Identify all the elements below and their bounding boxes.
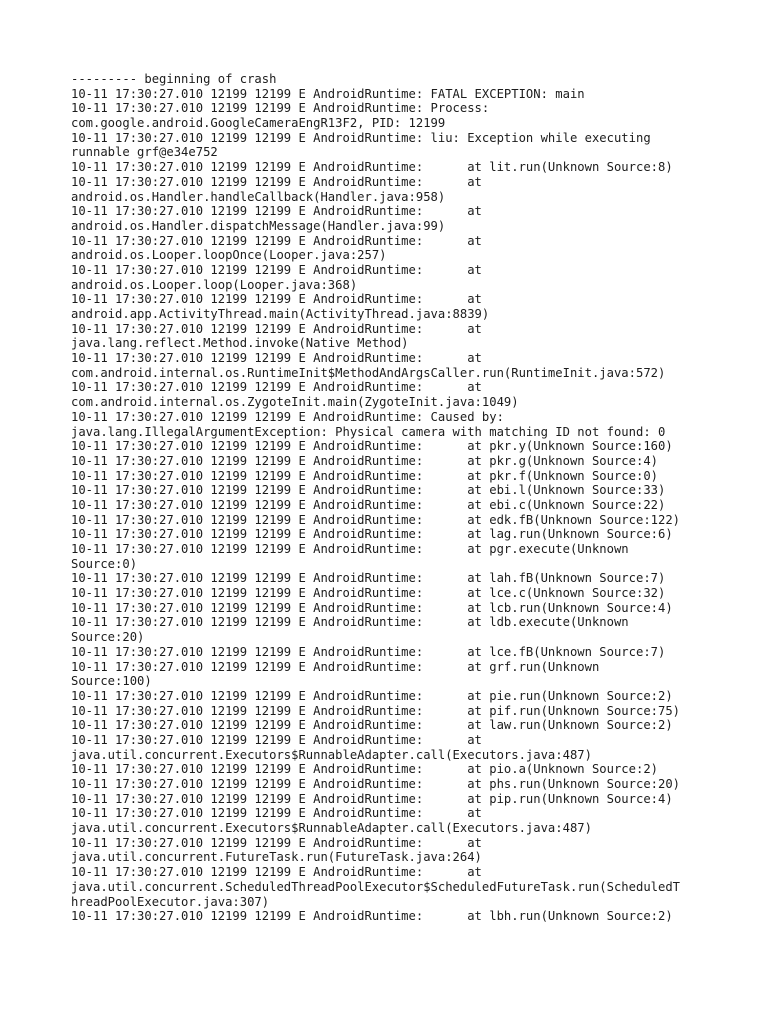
- log-line: android.os.Handler.handleCallback(Handler.java:958): [71, 189, 446, 204]
- log-line: runnable grf@e34e752: [71, 145, 218, 160]
- log-line: android.os.Looper.loop(Looper.java:368): [71, 277, 358, 292]
- log-line: 10-11 17:30:27.010 12199 12199 E AndroidRuntime: Process:: [71, 101, 490, 116]
- log-line: 10-11 17:30:27.010 12199 12199 E AndroidRuntime: at lce.fB(Unknown Source:7): [71, 644, 666, 659]
- log-line: 10-11 17:30:27.010 12199 12199 E AndroidRuntime: at law.run(Unknown Source:2): [71, 718, 673, 733]
- log-line: 10-11 17:30:27.010 12199 12199 E AndroidRuntime: at pkr.y(Unknown Source:160): [71, 439, 673, 454]
- log-line: 10-11 17:30:27.010 12199 12199 E AndroidRuntime: at: [71, 321, 482, 336]
- log-line: 10-11 17:30:27.010 12199 12199 E AndroidRuntime: at lbh.run(Unknown Source:2): [71, 909, 673, 924]
- log-line: 10-11 17:30:27.010 12199 12199 E AndroidRuntime: at lit.run(Unknown Source:8): [71, 160, 673, 175]
- log-line: 10-11 17:30:27.010 12199 12199 E AndroidRuntime: at phs.run(Unknown Source:20): [71, 777, 681, 791]
- log-line: 10-11 17:30:27.010 12199 12199 E AndroidRuntime: at lce.c(Unknown Source:32): [71, 586, 666, 601]
- log-line: 10-11 17:30:27.010 12199 12199 E AndroidRuntime: at pgr.execute(Unknown: [71, 542, 629, 556]
- log-line: 10-11 17:30:27.010 12199 12199 E AndroidRuntime: at ebi.l(Unknown Source:33): [71, 483, 666, 498]
- log-line: 10-11 17:30:27.010 12199 12199 E AndroidRuntime: at: [71, 380, 482, 395]
- log-line: Source:0): [71, 556, 138, 571]
- log-line: 10-11 17:30:27.010 12199 12199 E AndroidRuntime: at: [71, 732, 482, 747]
- log-line: android.app.ActivityThread.main(ActivityThread.java:8839): [71, 307, 490, 321]
- log-line: java.util.concurrent.Executors$RunnableAdapter.call(Executors.java:487): [71, 747, 592, 762]
- log-line: java.lang.reflect.Method.invoke(Native Method): [71, 336, 409, 351]
- log-line: 10-11 17:30:27.010 12199 12199 E AndroidRuntime: at pie.run(Unknown Source:2): [71, 688, 673, 703]
- log-line: 10-11 17:30:27.010 12199 12199 E AndroidRuntime: at pkr.g(Unknown Source:4): [71, 453, 658, 468]
- log-line: com.android.internal.os.ZygoteInit.main(ZygoteInit.java:1049): [71, 395, 519, 410]
- log-line: com.android.internal.os.RuntimeInit$MethodAndArgsCaller.run(RuntimeInit.java:572): [71, 365, 666, 380]
- log-line: 10-11 17:30:27.010 12199 12199 E AndroidRuntime: at edk.fB(Unknown Source:122): [71, 512, 681, 527]
- log-line: java.lang.IllegalArgumentException: Physical camera with matching ID not found: 0: [71, 424, 666, 439]
- log-line: 10-11 17:30:27.010 12199 12199 E AndroidRuntime: at: [71, 865, 482, 880]
- log-line: 10-11 17:30:27.010 12199 12199 E AndroidRuntime: at: [71, 262, 482, 277]
- log-line: 10-11 17:30:27.010 12199 12199 E AndroidRuntime: at: [71, 806, 482, 821]
- log-line: 10-11 17:30:27.010 12199 12199 E AndroidRuntime: at: [71, 835, 482, 850]
- log-line: 10-11 17:30:27.010 12199 12199 E AndroidRuntime: at lcb.run(Unknown Source:4): [71, 600, 673, 615]
- crash-log-document: [71, 72, 761, 924]
- log-line: java.util.concurrent.ScheduledThreadPoolExecutor$ScheduledFutureTask.run(ScheduledT: [71, 879, 681, 894]
- log-line: 10-11 17:30:27.010 12199 12199 E AndroidRuntime: at pif.run(Unknown Source:75): [71, 703, 681, 718]
- log-line: 10-11 17:30:27.010 12199 12199 E AndroidRuntime: at pio.a(Unknown Source:2): [71, 762, 658, 777]
- log-line: android.os.Looper.loopOnce(Looper.java:257): [71, 248, 387, 263]
- log-line: java.util.concurrent.Executors$RunnableAdapter.call(Executors.java:487): [71, 821, 592, 836]
- log-line: java.util.concurrent.FutureTask.run(FutureTask.java:264): [71, 850, 482, 865]
- log-line: 10-11 17:30:27.010 12199 12199 E AndroidRuntime: FATAL EXCEPTION: main: [71, 86, 585, 101]
- log-line: com.google.android.GoogleCameraEngR13F2, PID: 12199: [71, 116, 446, 131]
- log-line: 10-11 17:30:27.010 12199 12199 E AndroidRuntime: at lag.run(Unknown Source:6): [71, 527, 673, 542]
- log-line: --------- beginning of crash: [71, 72, 277, 86]
- log-line: Source:100): [71, 674, 152, 689]
- log-line: 10-11 17:30:27.010 12199 12199 E AndroidRuntime: at: [71, 174, 482, 189]
- log-line: 10-11 17:30:27.010 12199 12199 E AndroidRuntime: Caused by:: [71, 409, 504, 424]
- log-line: 10-11 17:30:27.010 12199 12199 E AndroidRuntime: at ldb.execute(Unknown: [71, 615, 629, 630]
- log-line: 10-11 17:30:27.010 12199 12199 E AndroidRuntime: at: [71, 351, 482, 366]
- log-line: 10-11 17:30:27.010 12199 12199 E AndroidRuntime: at pkr.f(Unknown Source:0): [71, 468, 658, 483]
- log-line: 10-11 17:30:27.010 12199 12199 E AndroidRuntime: at grf.run(Unknown: [71, 659, 600, 674]
- log-line: android.os.Handler.dispatchMessage(Handler.java:99): [71, 218, 446, 233]
- log-line: 10-11 17:30:27.010 12199 12199 E AndroidRuntime: at: [71, 292, 482, 307]
- log-line: 10-11 17:30:27.010 12199 12199 E AndroidRuntime: at pip.run(Unknown Source:4): [71, 791, 673, 806]
- log-line: 10-11 17:30:27.010 12199 12199 E AndroidRuntime: at lah.fB(Unknown Source:7): [71, 571, 666, 586]
- log-line: 10-11 17:30:27.010 12199 12199 E AndroidRuntime: at ebi.c(Unknown Source:22): [71, 497, 666, 512]
- log-line: hreadPoolExecutor.java:307): [71, 894, 270, 909]
- log-line: 10-11 17:30:27.010 12199 12199 E AndroidRuntime: at: [71, 233, 482, 248]
- log-line: 10-11 17:30:27.010 12199 12199 E AndroidRuntime: liu: Exception while executing: [71, 130, 651, 145]
- log-line: 10-11 17:30:27.010 12199 12199 E AndroidRuntime: at: [71, 204, 482, 219]
- log-line: Source:20): [71, 630, 145, 645]
